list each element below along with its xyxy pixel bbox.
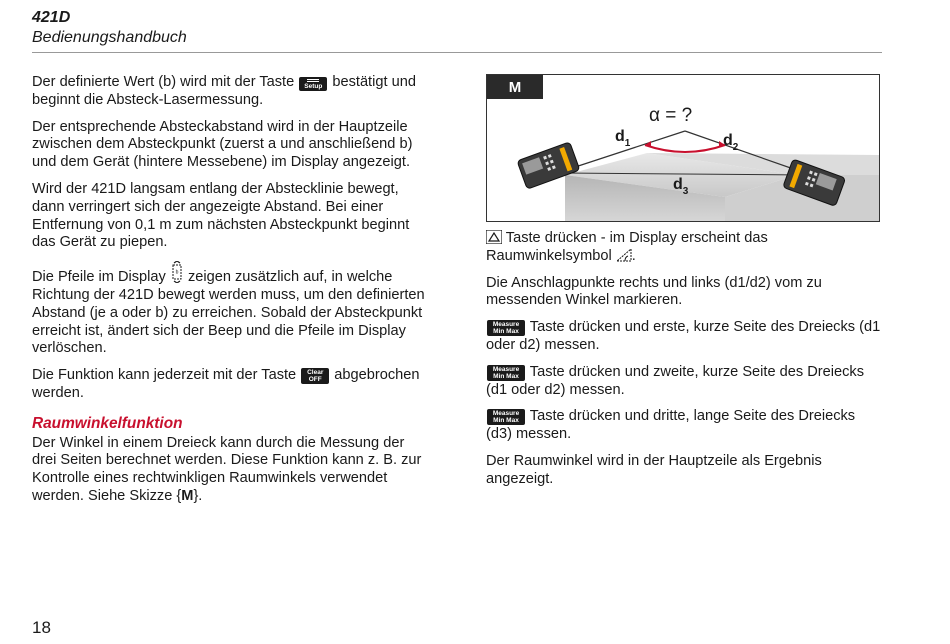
manual-title: Bedienungshandbuch — [32, 29, 187, 46]
paragraph-result: Der Raumwinkel wird in der Hauptzeile als Ergebnis angezeigt. — [486, 452, 822, 487]
paragraph-measure-first: Measure Min Max Taste drücken und erste, kurze Seite des Dreiecks (d1 oder d2) messen. — [486, 319, 881, 353]
d2-label: $d_2$ — [723, 132, 739, 153]
paragraph-angle-key: Taste drücken - im Display erscheint das Raumwinkelsymbol . — [486, 230, 768, 264]
page-number: 18 — [32, 618, 51, 637]
measure-key-icon: Measure Min Max — [487, 365, 525, 381]
room-angle-symbol-icon — [616, 248, 632, 262]
stakeout-arrows-icon — [170, 261, 184, 283]
paragraph-arrows: Die Pfeile im Display b zeigen zusätzlich auf, in welche Richtung der 421D bewegt werden muss, um den definierten Abstand (je a oder b) zu erreichen. Sobald der Absteckpunkt erreicht ist, ändert sich der Beep und die Pfeile im Display verlöschen. — [32, 261, 430, 358]
room-angle-illustration — [487, 75, 879, 221]
svg-text:b: b — [175, 269, 179, 276]
paragraph-room-angle-intro: Der Winkel in einem Dreieck kann durch die Messung der drei Seiten berechnet werden. Diese Funktion kann z. B. zur Kontrolle eines rechtwinkligen Raumwinkels verwendet werden. Siehe Skizze {M}. — [32, 434, 422, 504]
paragraph-measure-second: Measure Min Max Taste drücken und zweite, kurze Seite des Dreiecks (d1 oder d2) messen. — [486, 363, 864, 398]
setup-key-icon: Setup — [299, 77, 327, 91]
right-column — [486, 230, 882, 498]
measure-key-icon: Measure Min Max — [487, 320, 525, 336]
alpha-label: α = ? — [649, 105, 693, 126]
paragraph-mark-points: Die Anschlagpunkte rechts und links (d1/d2) vom zu messenden Winkel markieren. — [486, 274, 822, 309]
clear-key-icon: Clear OFF — [301, 368, 329, 384]
paragraph-cancel: Die Funktion kann jederzeit mit der Taste Clear OFF abgebrochen werden. — [32, 367, 420, 401]
header-divider — [32, 52, 882, 53]
left-column — [32, 74, 430, 515]
room-angle-figure — [486, 74, 880, 222]
paragraph-distance: Der entsprechende Absteckabstand wird in der Hauptzeile zwischen dem Absteckpunkt (zuerst a und anschließend b) und dem Gerät (hintere Messebene) im Display angezeigt. — [32, 118, 413, 171]
angle-key-icon — [486, 230, 502, 244]
figure-label: M — [508, 79, 522, 96]
measure-key-icon: Measure Min Max — [487, 409, 525, 425]
d1-label: $d_1$ — [615, 128, 631, 149]
paragraph-beep: Wird der 421D langsam entlang der Abstecklinie bewegt, dann verringert sich der angezeigte Abstand. Bei einer Entfernung von 0,1 m zum nächsten Absteckpunkt beginnt das Gerät zu piepen. — [32, 180, 410, 251]
section-title: Raumwinkelfunktion — [32, 414, 183, 432]
model-name: 421D — [32, 9, 71, 26]
paragraph-measure-third: Measure Min Max Taste drücken und dritte, lange Seite des Dreiecks (d3) messen. — [486, 408, 856, 443]
angle-arc-icon — [645, 145, 725, 152]
page-header — [32, 8, 187, 48]
paragraph-setup-confirm: Der definierte Wert (b) wird mit der Taste Setup bestätigt und beginnt die Absteck-Lasermessung. — [32, 74, 416, 108]
d3-label: $d_3$ — [673, 176, 689, 197]
